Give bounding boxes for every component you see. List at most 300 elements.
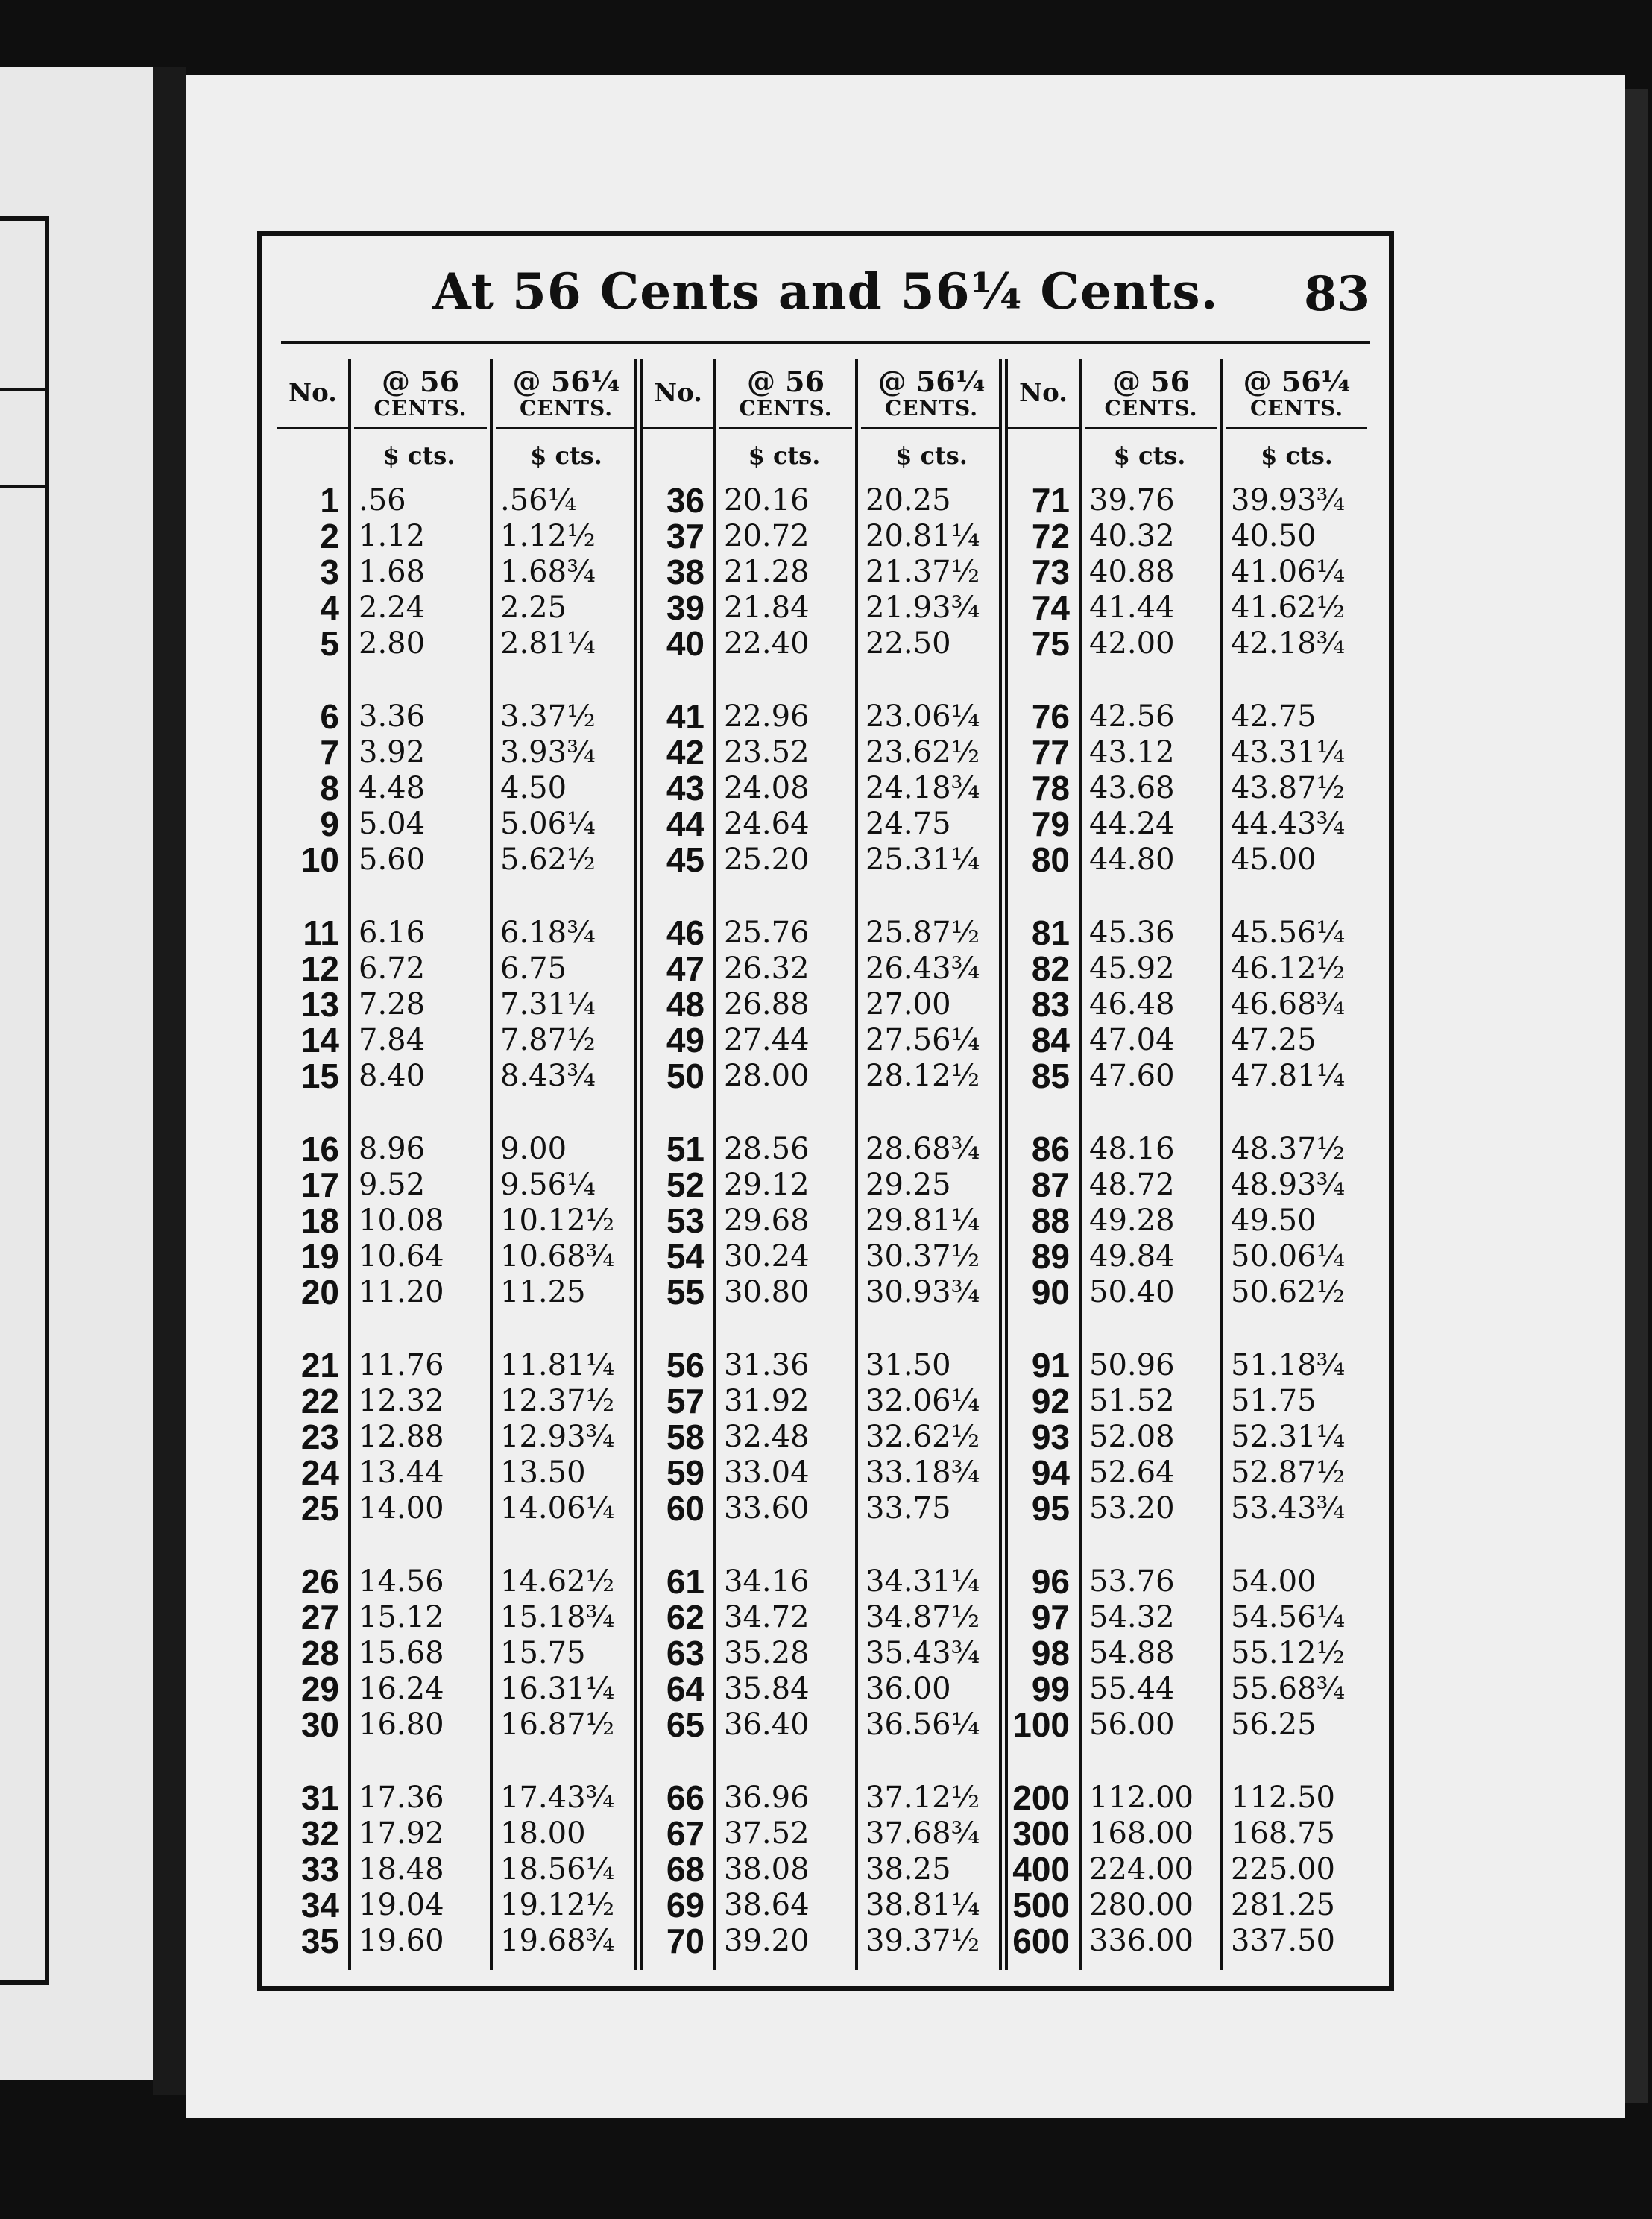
price-at-56-quarter: 54.56¼ (1231, 1600, 1346, 1634)
price-at-56: 53.76 (1089, 1564, 1175, 1599)
row-number: 58 (666, 1417, 704, 1456)
price-at-56: 4.48 (359, 771, 426, 805)
row-number: 37 (666, 517, 704, 555)
price-at-56: 30.80 (724, 1275, 810, 1309)
row-number: 8 (320, 769, 339, 808)
price-at-56-quarter: 14.06¼ (500, 1491, 615, 1526)
price-at-56: 10.64 (359, 1239, 444, 1274)
price-at-56-quarter: 19.68¾ (500, 1924, 615, 1958)
price-at-56: 42.00 (1089, 626, 1175, 661)
cents-label: CENTS. (519, 395, 614, 421)
price-at-56-quarter: 12.37½ (500, 1384, 615, 1418)
unit-label: $ cts. (1113, 441, 1186, 470)
price-at-56-quarter: 5.62½ (500, 843, 596, 877)
price-at-56-quarter: 225.00 (1231, 1852, 1335, 1886)
price-at-56-quarter: 15.18¾ (500, 1600, 615, 1634)
table-row (1008, 1816, 1373, 1851)
price-at-56-quarter: 36.56¼ (866, 1707, 980, 1742)
row-number: 3 (320, 553, 339, 591)
table-row (277, 699, 643, 734)
table-row (277, 1131, 643, 1167)
row-number: 41 (666, 697, 704, 736)
price-at-56-quarter: 55.12½ (1231, 1636, 1346, 1670)
table-row (643, 1347, 1008, 1383)
row-number: 96 (1031, 1562, 1070, 1601)
table-row (1008, 1491, 1373, 1526)
price-at-56: 41.44 (1089, 591, 1175, 625)
table-row (1008, 951, 1373, 986)
price-at-56: 13.44 (359, 1455, 444, 1490)
table-row (643, 1383, 1008, 1419)
price-at-56-quarter: 10.68¾ (500, 1239, 615, 1274)
unit-label: $ cts. (530, 441, 602, 470)
table-section (1008, 359, 1373, 1970)
row-group (1008, 1131, 1373, 1310)
price-at-56: 5.04 (359, 807, 426, 841)
row-group (643, 1347, 1008, 1526)
price-at-56: 35.28 (724, 1636, 810, 1670)
price-at-56: 16.24 (359, 1672, 444, 1706)
row-number: 34 (300, 1886, 339, 1924)
row-number: 15 (300, 1057, 339, 1095)
price-at-56-quarter: 40.50 (1231, 519, 1317, 553)
table-row (277, 915, 643, 951)
table-row (1008, 1274, 1373, 1310)
table-row (1008, 734, 1373, 770)
price-at-56-quarter: 28.12½ (866, 1059, 980, 1093)
price-at-56: 336.00 (1089, 1924, 1194, 1958)
price-at-56: 25.20 (724, 843, 810, 877)
price-at-56-quarter: 21.93¾ (866, 591, 980, 625)
price-at-56-quarter: 52.87½ (1231, 1455, 1346, 1490)
price-at-56-quarter: 55.68¾ (1231, 1672, 1346, 1706)
table-row (643, 806, 1008, 842)
price-at-56: 40.32 (1089, 519, 1175, 553)
table-row (643, 1671, 1008, 1707)
table-row (643, 699, 1008, 734)
table-row (643, 1455, 1008, 1491)
price-at-56: 48.72 (1089, 1168, 1175, 1202)
price-at-56-quarter: 32.62½ (866, 1420, 980, 1454)
table-row (643, 986, 1008, 1022)
price-at-56-quarter: 48.37½ (1231, 1132, 1346, 1166)
row-number: 56 (666, 1346, 704, 1385)
row-number: 54 (666, 1237, 704, 1276)
row-number: 6 (320, 697, 339, 736)
row-number: 99 (1031, 1669, 1070, 1708)
table-row (277, 554, 643, 590)
price-at-56: 14.00 (359, 1491, 444, 1526)
column-header-no: No. (643, 359, 713, 429)
price-at-56: 17.36 (359, 1781, 444, 1815)
price-at-56-quarter: 33.75 (866, 1491, 951, 1526)
row-number: 35 (300, 1921, 339, 1960)
table-row (277, 1419, 643, 1455)
table-row (277, 1564, 643, 1599)
price-at-56: 35.84 (724, 1672, 810, 1706)
title-rule (281, 341, 1370, 344)
table-row (643, 1058, 1008, 1094)
price-at-56-quarter: 50.06¼ (1231, 1239, 1346, 1274)
facing-page-rule (0, 485, 45, 488)
price-at-56: 168.00 (1089, 1816, 1194, 1851)
book-spine (153, 67, 186, 2095)
column-header-rate-56 (719, 359, 852, 429)
price-at-56: 52.64 (1089, 1455, 1175, 1490)
row-number: 5 (320, 624, 339, 663)
price-at-56-quarter: 28.68¾ (866, 1132, 980, 1166)
price-at-56-quarter: 16.87½ (500, 1707, 615, 1742)
table-row (1008, 1419, 1373, 1455)
book-page (186, 75, 1625, 2118)
table-row (1008, 1131, 1373, 1167)
table-row (643, 1167, 1008, 1203)
price-at-56: 49.28 (1089, 1203, 1175, 1238)
rate-56-quarter-label: @ 56¼ (512, 364, 620, 398)
row-number: 9 (320, 805, 339, 843)
price-at-56: 38.08 (724, 1852, 810, 1886)
price-at-56-quarter: 21.37½ (866, 555, 980, 589)
row-number: 59 (666, 1453, 704, 1492)
row-number: 68 (666, 1850, 704, 1889)
table-row (1008, 1635, 1373, 1671)
price-at-56: 21.28 (724, 555, 810, 589)
row-number: 64 (666, 1669, 704, 1708)
table-row (643, 734, 1008, 770)
price-at-56-quarter: 25.87½ (866, 916, 980, 950)
row-group (277, 1131, 643, 1310)
price-at-56-quarter: 9.00 (500, 1132, 567, 1166)
price-at-56-quarter: 27.00 (866, 987, 951, 1022)
table-row (277, 482, 643, 518)
price-at-56: 28.00 (724, 1059, 810, 1093)
price-at-56-quarter: 48.93¾ (1231, 1168, 1346, 1202)
price-at-56-quarter: 6.18¾ (500, 916, 596, 950)
row-number: 66 (666, 1778, 704, 1817)
table-row (643, 1923, 1008, 1959)
table-row (277, 1923, 643, 1959)
price-at-56-quarter: 32.06¼ (866, 1384, 980, 1418)
table-row (1008, 1851, 1373, 1887)
table-row (643, 482, 1008, 518)
price-at-56-quarter: 41.06¼ (1231, 555, 1346, 589)
price-at-56: 14.56 (359, 1564, 444, 1599)
row-group (643, 699, 1008, 878)
row-group (1008, 1564, 1373, 1743)
price-at-56-quarter: 45.00 (1231, 843, 1317, 877)
row-number: 63 (666, 1634, 704, 1672)
row-number: 21 (300, 1346, 339, 1385)
row-number: 14 (300, 1021, 339, 1060)
row-number: 10 (300, 840, 339, 879)
price-at-56-quarter: 2.25 (500, 591, 567, 625)
unit-label: $ cts. (1261, 441, 1333, 470)
table-row (1008, 626, 1373, 661)
price-at-56-quarter: 337.50 (1231, 1924, 1335, 1958)
cents-label: CENTS. (884, 395, 979, 421)
column-header-rate-56 (1085, 359, 1217, 429)
row-number: 17 (300, 1165, 339, 1204)
price-at-56: 8.96 (359, 1132, 426, 1166)
table-row (643, 842, 1008, 878)
price-at-56-quarter: 18.56¼ (500, 1852, 615, 1886)
table-row (1008, 1167, 1373, 1203)
page-number: 83 (1303, 266, 1370, 322)
table-row (277, 1491, 643, 1526)
row-number: 44 (666, 805, 704, 843)
price-at-56: 20.72 (724, 519, 810, 553)
row-number: 46 (666, 913, 704, 952)
table-row (643, 1635, 1008, 1671)
price-at-56: 34.72 (724, 1600, 810, 1634)
row-number: 36 (666, 481, 704, 520)
table-row (277, 1635, 643, 1671)
table-row (1008, 1707, 1373, 1743)
price-at-56: 50.40 (1089, 1275, 1175, 1309)
table-row (1008, 1238, 1373, 1274)
table-row (643, 554, 1008, 590)
row-number: 88 (1031, 1201, 1070, 1240)
price-at-56: 55.44 (1089, 1672, 1175, 1706)
rate-56-label: @ 56 (1112, 364, 1191, 398)
table-row (1008, 915, 1373, 951)
table-frame (257, 231, 1394, 1991)
price-at-56: 21.84 (724, 591, 810, 625)
price-at-56: 53.20 (1089, 1491, 1175, 1526)
price-at-56: 2.80 (359, 626, 426, 661)
row-number: 90 (1031, 1273, 1070, 1312)
price-at-56-quarter: 3.37½ (500, 699, 596, 734)
table-row (277, 1167, 643, 1203)
table-row (643, 1816, 1008, 1851)
row-group (277, 1564, 643, 1743)
table-row (643, 1887, 1008, 1923)
price-at-56: 22.96 (724, 699, 810, 734)
table-row (1008, 1564, 1373, 1599)
price-at-56-quarter: 29.81¼ (866, 1203, 980, 1238)
row-number: 60 (666, 1489, 704, 1528)
table-row (1008, 1599, 1373, 1635)
price-at-56: 33.60 (724, 1491, 810, 1526)
table-row (1008, 1923, 1373, 1959)
price-at-56: 8.40 (359, 1059, 426, 1093)
price-at-56-quarter: 39.37½ (866, 1924, 980, 1958)
column-header-rate-56-quarter (496, 359, 637, 429)
row-group (277, 1780, 643, 1959)
price-at-56-quarter: 47.25 (1231, 1023, 1317, 1057)
price-at-56: 30.24 (724, 1239, 810, 1274)
table-row (643, 951, 1008, 986)
table-row (277, 734, 643, 770)
price-at-56: 33.04 (724, 1455, 810, 1490)
price-at-56: 280.00 (1089, 1888, 1194, 1922)
price-at-56-quarter: 49.50 (1231, 1203, 1317, 1238)
row-number: 69 (666, 1886, 704, 1924)
table-row (1008, 1058, 1373, 1094)
column-header-no: No. (1008, 359, 1079, 429)
row-number: 27 (300, 1598, 339, 1637)
price-at-56-quarter: 5.06¼ (500, 807, 596, 841)
price-at-56-quarter: 22.50 (866, 626, 951, 661)
row-number: 45 (666, 840, 704, 879)
price-at-56: .56 (359, 483, 406, 517)
price-at-56-quarter: 168.75 (1231, 1816, 1335, 1851)
row-number: 89 (1031, 1237, 1070, 1276)
price-at-56: 1.12 (359, 519, 426, 553)
page-edge (1625, 89, 1648, 2103)
row-number: 97 (1031, 1598, 1070, 1637)
price-at-56-quarter: 30.37½ (866, 1239, 980, 1274)
price-at-56-quarter: 23.62½ (866, 735, 980, 769)
price-at-56-quarter: 14.62½ (500, 1564, 615, 1599)
price-at-56: 16.80 (359, 1707, 444, 1742)
row-group (643, 1131, 1008, 1310)
table-row (277, 1707, 643, 1743)
table-row (1008, 1022, 1373, 1058)
table-row (277, 518, 643, 554)
facing-page-frame (0, 216, 49, 1985)
price-at-56: 224.00 (1089, 1852, 1194, 1886)
table-row (1008, 482, 1373, 518)
price-at-56: 54.32 (1089, 1600, 1175, 1634)
row-number: 77 (1031, 733, 1070, 772)
row-number: 73 (1031, 553, 1070, 591)
rate-56-label: @ 56 (746, 364, 825, 398)
row-number: 70 (666, 1921, 704, 1960)
price-at-56-quarter: 18.00 (500, 1816, 586, 1851)
row-group (1008, 482, 1373, 661)
row-number: 71 (1031, 481, 1070, 520)
price-at-56: 29.12 (724, 1168, 810, 1202)
row-number: 47 (666, 949, 704, 988)
price-at-56-quarter: 46.68¾ (1231, 987, 1346, 1022)
row-number: 18 (300, 1201, 339, 1240)
price-at-56-quarter: 7.31¼ (500, 987, 596, 1022)
column-header-rate-56 (354, 359, 487, 429)
price-at-56-quarter: 17.43¾ (500, 1781, 615, 1815)
row-number: 26 (300, 1562, 339, 1601)
price-at-56: 45.36 (1089, 916, 1175, 950)
row-number: 84 (1031, 1021, 1070, 1060)
table-row (277, 842, 643, 878)
price-at-56: 2.24 (359, 591, 426, 625)
column-header-no: No. (277, 359, 348, 429)
price-at-56: 10.08 (359, 1203, 444, 1238)
price-at-56: 9.52 (359, 1168, 426, 1202)
price-at-56-quarter: 54.00 (1231, 1564, 1317, 1599)
row-number: 78 (1031, 769, 1070, 808)
price-at-56: 17.92 (359, 1816, 444, 1851)
price-at-56: 49.84 (1089, 1239, 1175, 1274)
table-row (643, 1238, 1008, 1274)
table-row (277, 1599, 643, 1635)
table-row (643, 590, 1008, 626)
row-number: 7 (320, 733, 339, 772)
unit-label: $ cts. (748, 441, 821, 470)
table-row (1008, 1347, 1373, 1383)
row-number: 20 (300, 1273, 339, 1312)
row-number: 31 (300, 1778, 339, 1817)
price-at-56: 3.92 (359, 735, 426, 769)
price-at-56: 20.16 (724, 483, 810, 517)
table-row (1008, 1671, 1373, 1707)
price-at-56-quarter: 41.62½ (1231, 591, 1346, 625)
price-at-56: 26.88 (724, 987, 810, 1022)
price-at-56: 44.80 (1089, 843, 1175, 877)
price-at-56: 24.64 (724, 807, 810, 841)
table-row (277, 590, 643, 626)
price-at-56: 7.28 (359, 987, 426, 1022)
price-at-56-quarter: 35.43¾ (866, 1636, 980, 1670)
price-at-56-quarter: 34.87½ (866, 1600, 980, 1634)
row-number: 62 (666, 1598, 704, 1637)
price-at-56: 25.76 (724, 916, 810, 950)
price-at-56-quarter: 23.06¼ (866, 699, 980, 734)
price-at-56-quarter: 13.50 (500, 1455, 586, 1490)
row-number: 67 (666, 1814, 704, 1853)
row-group (277, 915, 643, 1094)
price-at-56-quarter: 44.43¾ (1231, 807, 1346, 841)
price-at-56-quarter: 1.12½ (500, 519, 596, 553)
table-row (643, 1022, 1008, 1058)
price-at-56: 32.48 (724, 1420, 810, 1454)
table-row (643, 518, 1008, 554)
table-row (1008, 1455, 1373, 1491)
row-number: 500 (1012, 1886, 1070, 1924)
facing-page-rule (0, 388, 45, 391)
price-at-56: 54.88 (1089, 1636, 1175, 1670)
price-at-56-quarter: 50.62½ (1231, 1275, 1346, 1309)
price-at-56: 15.12 (359, 1600, 444, 1634)
price-at-56: 22.40 (724, 626, 810, 661)
cents-label: CENTS. (1104, 395, 1198, 421)
table-section (643, 359, 1008, 1970)
row-group (643, 1780, 1008, 1959)
price-at-56: 39.20 (724, 1924, 810, 1958)
price-at-56: 3.36 (359, 699, 426, 734)
table-row (1008, 806, 1373, 842)
price-at-56: 34.16 (724, 1564, 810, 1599)
row-group (1008, 915, 1373, 1094)
row-number: 91 (1031, 1346, 1070, 1385)
price-at-56: 112.00 (1089, 1781, 1194, 1815)
price-at-56-quarter: 47.81¼ (1231, 1059, 1346, 1093)
row-number: 57 (666, 1382, 704, 1420)
price-at-56: 43.12 (1089, 735, 1175, 769)
row-number: 55 (666, 1273, 704, 1312)
table-row (277, 1203, 643, 1238)
row-number: 80 (1031, 840, 1070, 879)
table-row (643, 1131, 1008, 1167)
price-at-56: 39.76 (1089, 483, 1175, 517)
price-at-56: 31.92 (724, 1384, 810, 1418)
price-at-56: 37.52 (724, 1816, 810, 1851)
row-number: 28 (300, 1634, 339, 1672)
table-row (643, 915, 1008, 951)
row-number: 75 (1031, 624, 1070, 663)
row-number: 87 (1031, 1165, 1070, 1204)
row-number: 4 (320, 588, 339, 627)
row-number: 51 (666, 1130, 704, 1168)
table-row (643, 1203, 1008, 1238)
price-at-56-quarter: 7.87½ (500, 1023, 596, 1057)
table-row (1008, 986, 1373, 1022)
table-row (643, 770, 1008, 806)
price-at-56: 50.96 (1089, 1348, 1175, 1382)
price-at-56-quarter: 15.75 (500, 1636, 586, 1670)
row-number: 86 (1031, 1130, 1070, 1168)
price-at-56: 11.76 (359, 1348, 444, 1382)
